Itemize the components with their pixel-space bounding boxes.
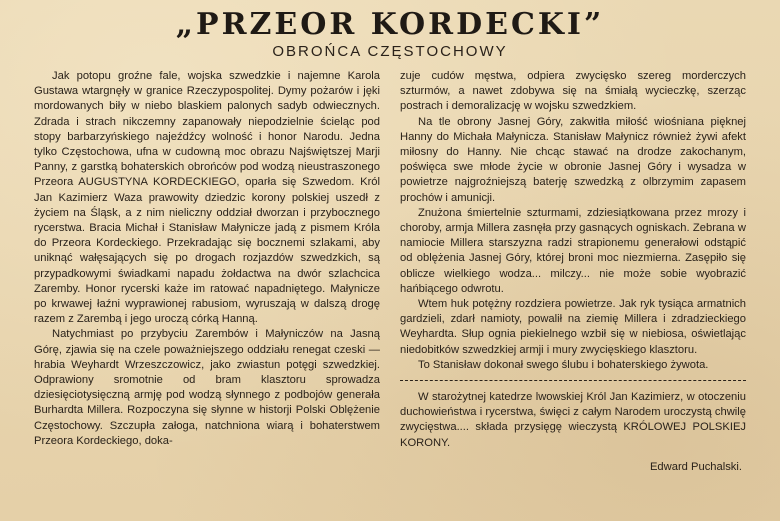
paragraph: zuje cudów męstwa, odpiera zwycięsko szereg morderczych szturmów, a nawet zdobywa się na śmiałą wycieczkę, szerząc postrach i demoralizację w wojsku szwedzkiem. bbox=[400, 70, 746, 113]
paragraph: To Stanisław dokonał swego ślubu i bohaterskiego żywota. bbox=[418, 358, 709, 371]
left-column bbox=[34, 69, 380, 475]
paragraph: Na tle obrony Jasnej Góry, zakwitła miłość wiośniana pięknej Hanny do Michała Małynicza. Stanisław Małynicz również żywi afekt miłosny do Hanny. Nie chcąc stawać na drodze zakochanym, poświęca swe młode życie w obronie Jasnej Góry i wysadza w powietrze najgroźniejszą baterję szwedzką z olbrzymim zapasem prochów i amunicji. bbox=[400, 115, 746, 204]
page-subtitle: OBROŃCA CZĘSTOCHOWY bbox=[272, 43, 508, 60]
paragraph: Wtem huk potężny rozdziera powietrze. Jak ryk tysiąca armatnich gardzieli, zdarł namioty, powalił na ziemię Millera i zdradzieckiego Weyhardta. Słup ognia piekielnego wzbił się w niebiosa, oświetlając niedobitków szwedzkiej armji i mury zwycięskiego klasztoru. bbox=[400, 298, 746, 356]
right-column bbox=[400, 69, 746, 475]
dashed-divider bbox=[400, 380, 746, 381]
paragraph: Znużona śmiertelnie szturmami, zdziesiątkowana przez mrozy i choroby, armja Millera zasnęła przy gasnących ogniskach. Zebrana w namiocie Millera starszyzna radzi strapionemu generałowi odstąpić od oblężenia Jasnej Góry, której broni moc niezmierna. Zasępiło się oblicze wielkiego wodza... milczy... nie może sobie wyobrazić hańbiącego odwrotu. bbox=[400, 206, 746, 295]
author-signature: Edward Puchalski. bbox=[649, 460, 742, 473]
closing-paragraph: W starożytnej katedrze lwowskiej Król Jan Kazimierz, w otoczeniu duchowieństwa i rycerstwa, święci z całym Narodem uroczystą chwilę zwycięstwa.... składa przysięgę wieczystą KRÓLOWEJ POLSKIEJ KORONY. bbox=[400, 391, 746, 449]
paragraph: Jak potopu groźne fale, wojska szwedzkie i najemne Karola Gustawa wtargnęły w granice Rzeczypospolitej. Dymy pożarów i jęki mordowanych biły w niebo blaskiem palonych sadyb odwiecznych. Zdrada i strach nikczemny zapanowały niepodzielnie ścieląc pod stopy barbarzyńskiego najeźdźcy wolność i honor Narodu. Jedna tylko Częstochowa, ufna w cudowną moc obrazu Najświętszej Marji Panny, z garstką bohaterskich obrońców pod wodzą nieustraszonego Przeora AUGUSTYNA KORDECKIEGO, oparła się Szwedom. Król Jan Kazimierz Waza prawowity dziedzic korony polskiej uszedł z życiem na Śląsk, a z nim nieliczny oddział dworzan i przybocznego rycerstwa. Bracia Michał i Stanisław Małynicze jadą z pismem Króla do Przeora Kordeckiego. Przekradając się bocznemi szlakami, aby uniknąć wałęsających się po drogach rozjazdów szwedzkich, są przypadkowymi świadkami napadu żołdactwa na dwór szlachcica Zaremby. Honor rycerski każe im ratować napadniętego. Małynicze po krwawej łaźni wyprawionej rabusiom, wyruszają w dalszą drogę razem z Zarembą i jego uroczą córką Hanną. bbox=[34, 70, 380, 326]
text-columns bbox=[34, 69, 746, 475]
paragraph: Natychmiast po przybyciu Zarembów i Małyniczów na Jasną Górę, zjawia się na czele poważniejszego oddziału renegat czeski — hrabia Weyhardt Wrzeszczowicz, jako zwiastun potęgi szwedzkiej. Odprawiony sromotnie od bram klasztoru sprowadza dziesięciotysięczną armję pod wodzą słynnego z podbojów generała Burhardta Millera. Rozpoczyna się słynne w historji Polski Oblężenie Częstochowy. Szczupła załoga, natchniona wiarą i bohaterstwem Przeora Kordeckiego, doka- bbox=[34, 328, 380, 447]
page-title: „PRZEOR KORDECKI” bbox=[175, 7, 605, 42]
